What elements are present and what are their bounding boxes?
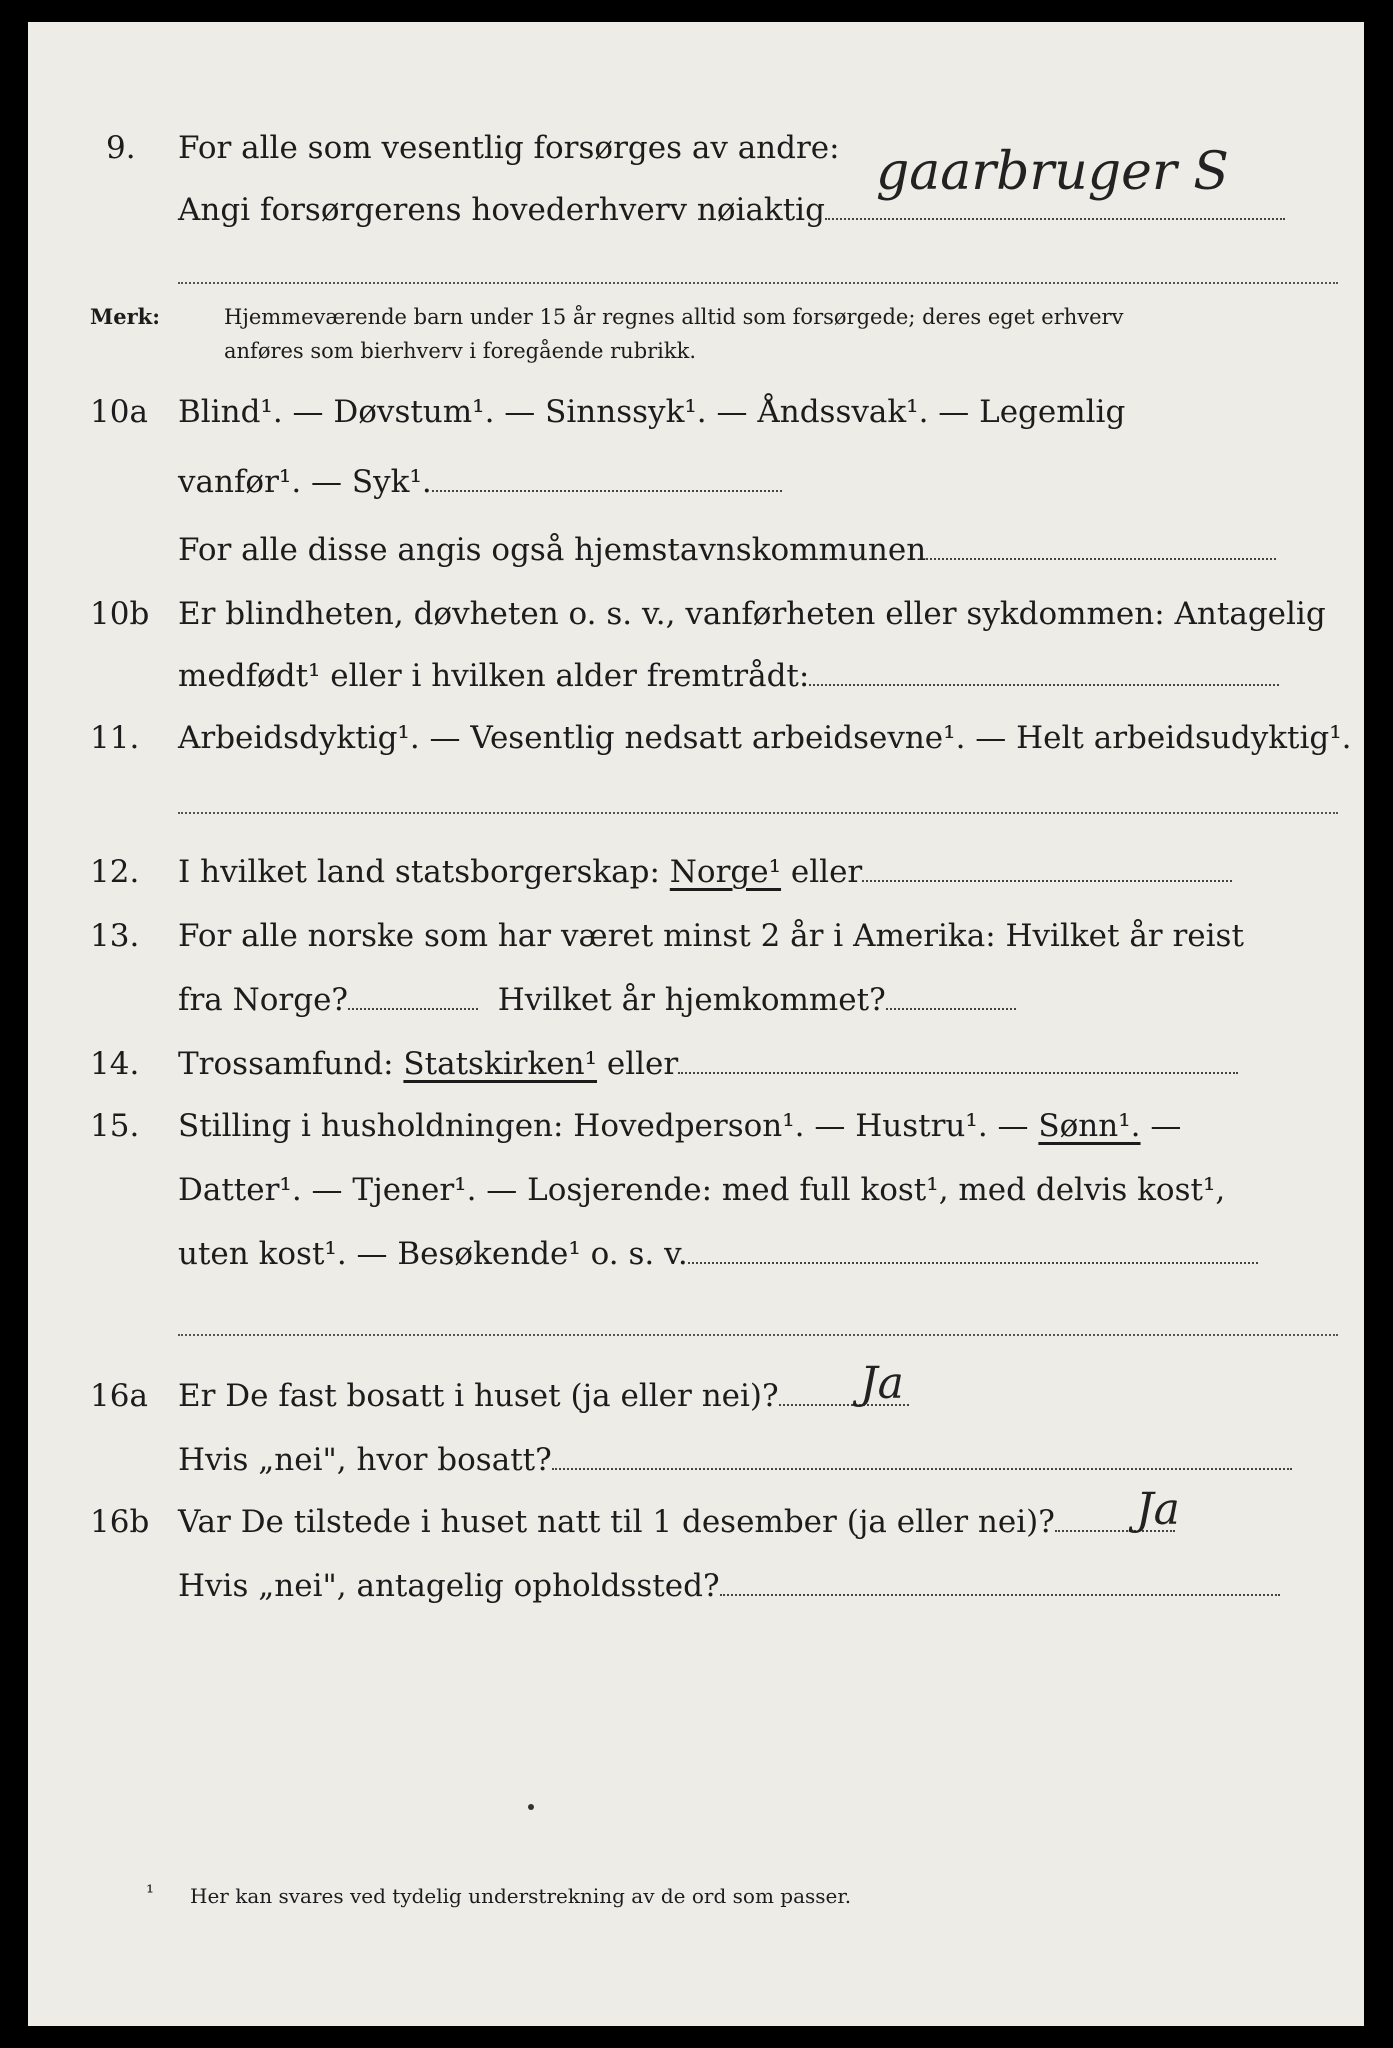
q14-field[interactable] — [678, 1048, 1238, 1074]
q11-extra-line[interactable] — [178, 812, 1338, 814]
q16a-line1-text: Er De fast bosatt i huset (ja eller nei)? — [178, 1378, 779, 1414]
q13-number: 13. — [90, 918, 140, 954]
q14-line — [178, 1044, 1238, 1084]
q10b-number: 10b — [90, 596, 150, 632]
q10a-line2-text: vanfør¹. — Syk¹. — [178, 464, 432, 500]
q10b-line1: Er blindheten, døvheten o. s. v., vanførheten eller sykdommen: Antagelig — [178, 596, 1326, 632]
q11-line1: Arbeidsdyktig¹. — Vesentlig nedsatt arbeidsevne¹. — Helt arbeidsudyktig¹. — [178, 720, 1352, 756]
merk-line2: anføres som bierhverv i foregående rubrikk. — [224, 339, 697, 363]
q16b-line2 — [178, 1566, 1280, 1606]
q10b-field[interactable] — [809, 660, 1279, 686]
q13-hjemkommet-field[interactable] — [886, 984, 1016, 1010]
q14-statskirken-underlined: Statskirken¹ — [403, 1046, 597, 1082]
q9-number: 9. — [106, 130, 136, 166]
merk-line1: Hjemmeværende barn under 15 år regnes alltid som forsørgede; deres eget erhverv — [224, 305, 1124, 329]
footnote-mark: ¹ — [146, 1880, 155, 1904]
q9-extra-line[interactable] — [178, 282, 1338, 284]
q9-handwritten-answer: gaarbruger S — [876, 142, 1229, 202]
q16b-handwritten-answer: Ja — [1136, 1484, 1180, 1535]
q15-line3-text: uten kost¹. — Besøkende¹ o. s. v. — [178, 1236, 688, 1272]
q14-number: 14. — [90, 1046, 140, 1082]
q10a-hjemstavn-field[interactable] — [926, 534, 1276, 560]
q16b-opholdssted-field[interactable] — [720, 1570, 1280, 1596]
q15-number: 15. — [90, 1108, 140, 1144]
ink-dot — [528, 1804, 534, 1810]
q14-pre: Trossamfund: — [178, 1046, 394, 1082]
q16a-handwritten-answer: Ja — [860, 1358, 904, 1409]
q16b-line1 — [178, 1502, 1175, 1542]
q16a-bosatt-field[interactable] — [552, 1444, 1292, 1470]
q12-number: 12. — [90, 854, 140, 890]
q10a-line2 — [178, 462, 782, 502]
census-form-page — [28, 22, 1364, 2026]
q12-line — [178, 852, 1232, 892]
q15-line1 — [178, 1106, 1181, 1146]
q14-post: eller — [606, 1046, 679, 1082]
q9-line1: For alle som vesentlig forsørges av andre: — [178, 130, 840, 166]
q10b-line2 — [178, 656, 1279, 696]
q13-reist-field[interactable] — [348, 984, 478, 1010]
footnote-text: Her kan svares ved tydelig understrekning av de ord som passer. — [190, 1884, 852, 1908]
q13-line2a: fra Norge? — [178, 982, 349, 1018]
q15-field[interactable] — [688, 1238, 1258, 1264]
q13-line1: For alle norske som har været minst 2 år i Amerika: Hvilket år reist — [178, 918, 1244, 954]
q16a-number: 16a — [90, 1378, 148, 1414]
q16b-line2-text: Hvis „nei", antagelig opholdssted? — [178, 1568, 720, 1604]
q12-post: eller — [790, 854, 863, 890]
q10a-line1: Blind¹. — Døvstum¹. — Sinnssyk¹. — Åndssvak¹. — Legemlig — [178, 394, 1126, 430]
q15-line2: Datter¹. — Tjener¹. — Losjerende: med full kost¹, med delvis kost¹, — [178, 1172, 1226, 1208]
q12-pre: I hvilket land statsborgerskap: — [178, 854, 660, 890]
q16a-line2 — [178, 1440, 1292, 1480]
q15-line1-pre: Stilling i husholdningen: Hovedperson¹. — Hustru¹. — — [178, 1108, 1029, 1144]
q16a-line1 — [178, 1376, 909, 1416]
q10a-syk-field[interactable] — [432, 466, 782, 492]
q10a-line3-text: For alle disse angis også hjemstavnskommunen — [178, 532, 927, 568]
q9-line2-text: Angi forsørgerens hovederhverv nøiaktig — [178, 192, 825, 228]
q11-number: 11. — [90, 720, 140, 756]
q13-line2b: Hvilket år hjemkommet? — [497, 982, 886, 1018]
q12-norge-underlined: Norge¹ — [669, 854, 782, 890]
merk-label: Merk: — [90, 304, 160, 329]
q13-line2 — [178, 980, 1016, 1020]
q10a-line3 — [178, 530, 1276, 570]
q15-line1-post: — — [1150, 1108, 1182, 1144]
q10b-line2-text: medfødt¹ eller i hvilken alder fremtrådt: — [178, 658, 810, 694]
q16a-line2-text: Hvis „nei", hvor bosatt? — [178, 1442, 552, 1478]
q15-extra-line[interactable] — [178, 1334, 1338, 1336]
q16b-number: 16b — [90, 1504, 150, 1540]
q15-sonn-underlined: Sønn¹. — [1038, 1108, 1141, 1144]
q10a-number: 10a — [90, 394, 148, 430]
q15-line3 — [178, 1234, 1258, 1274]
q16b-line1-text: Var De tilstede i huset natt til 1 desember (ja eller nei)? — [178, 1504, 1055, 1540]
q12-field[interactable] — [862, 856, 1232, 882]
